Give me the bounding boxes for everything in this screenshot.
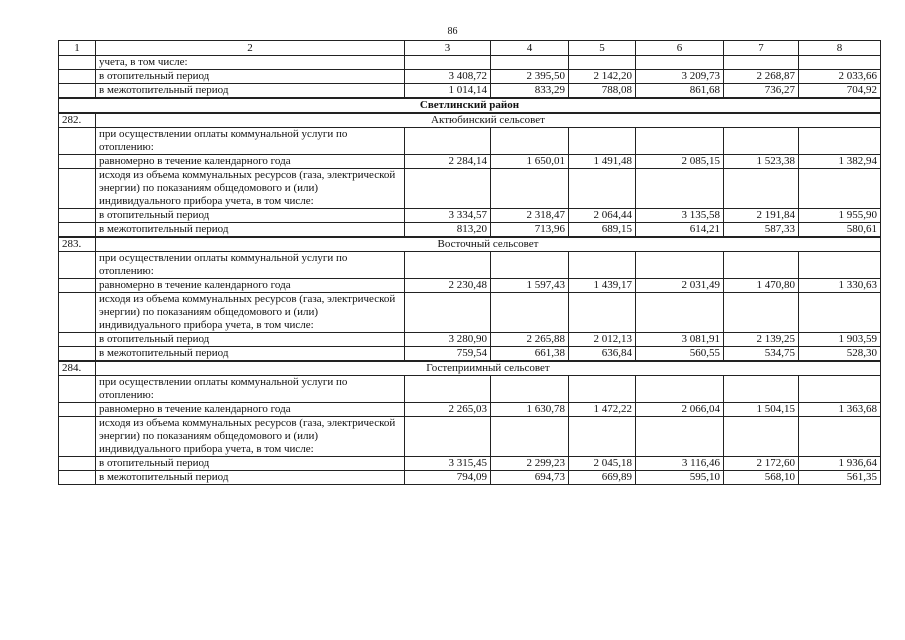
settlement-row: [59, 237, 881, 252]
value-cell: [636, 293, 724, 333]
index-cell: [59, 56, 96, 70]
value-cell: [405, 56, 491, 70]
header-cell: 5: [569, 41, 636, 56]
value-cell: [569, 376, 636, 403]
table-row: [59, 169, 881, 209]
value-cell: 788,08: [569, 84, 636, 99]
row-label: в межотопительный период: [96, 84, 405, 99]
value-cell: [569, 417, 636, 457]
value-cell: 759,54: [405, 347, 491, 362]
value-cell: 2 284,14: [405, 155, 491, 169]
value-cell: 1 650,01: [491, 155, 569, 169]
index-cell: [59, 333, 96, 347]
value-cell: 661,38: [491, 347, 569, 362]
table-row: [59, 347, 881, 362]
value-cell: [799, 376, 881, 403]
value-cell: [569, 252, 636, 279]
index-cell: [59, 376, 96, 403]
header-cell: 2: [96, 41, 405, 56]
value-cell: 794,09: [405, 471, 491, 485]
value-cell: 2 191,84: [724, 209, 799, 223]
value-cell: 3 280,90: [405, 333, 491, 347]
value-cell: 2 172,60: [724, 457, 799, 471]
table-body: [59, 41, 881, 485]
value-cell: 1 955,90: [799, 209, 881, 223]
value-cell: 2 139,25: [724, 333, 799, 347]
value-cell: 3 408,72: [405, 70, 491, 84]
value-cell: 560,55: [636, 347, 724, 362]
value-cell: 528,30: [799, 347, 881, 362]
header-cell: 6: [636, 41, 724, 56]
value-cell: 713,96: [491, 223, 569, 238]
value-cell: [724, 56, 799, 70]
table-row: [59, 293, 881, 333]
value-cell: [724, 376, 799, 403]
value-cell: 1 523,38: [724, 155, 799, 169]
table-row: [59, 457, 881, 471]
value-cell: [569, 56, 636, 70]
value-cell: [569, 128, 636, 155]
value-cell: 1 630,78: [491, 403, 569, 417]
table-row: [59, 128, 881, 155]
value-cell: 3 209,73: [636, 70, 724, 84]
value-cell: [405, 293, 491, 333]
table-row: [59, 403, 881, 417]
row-label: учета, в том числе:: [96, 56, 405, 70]
tariff-table: [58, 40, 881, 485]
index-cell: [59, 169, 96, 209]
value-cell: [405, 376, 491, 403]
index-cell: [59, 70, 96, 84]
row-label: в отопительный период: [96, 457, 405, 471]
value-cell: 2 268,87: [724, 70, 799, 84]
settlement-name: Актюбинский сельсовет: [96, 113, 881, 128]
value-cell: [491, 376, 569, 403]
value-cell: [724, 252, 799, 279]
row-label: в межотопительный период: [96, 223, 405, 238]
value-cell: [636, 376, 724, 403]
value-cell: 2 012,13: [569, 333, 636, 347]
index-cell: [59, 347, 96, 362]
row-label: равномерно в течение календарного года: [96, 155, 405, 169]
value-cell: 636,84: [569, 347, 636, 362]
value-cell: 813,20: [405, 223, 491, 238]
value-cell: 534,75: [724, 347, 799, 362]
settlement-name: Восточный сельсовет: [96, 237, 881, 252]
value-cell: 833,29: [491, 84, 569, 99]
row-label: при осуществлении оплаты коммунальной услуги по отоплению:: [96, 128, 405, 155]
value-cell: 3 315,45: [405, 457, 491, 471]
value-cell: [405, 417, 491, 457]
value-cell: 3 081,91: [636, 333, 724, 347]
value-cell: 2 265,03: [405, 403, 491, 417]
value-cell: [724, 169, 799, 209]
value-cell: [799, 252, 881, 279]
value-cell: [491, 417, 569, 457]
value-cell: [724, 293, 799, 333]
row-label: в отопительный период: [96, 209, 405, 223]
index-cell: [59, 223, 96, 238]
value-cell: [491, 293, 569, 333]
table-row: [59, 279, 881, 293]
value-cell: 2 045,18: [569, 457, 636, 471]
row-label: в межотопительный период: [96, 471, 405, 485]
index-cell: [59, 471, 96, 485]
page-number: 86: [447, 26, 458, 37]
value-cell: 3 334,57: [405, 209, 491, 223]
index-cell: [59, 403, 96, 417]
value-cell: 2 064,44: [569, 209, 636, 223]
value-cell: [799, 293, 881, 333]
value-cell: 2 395,50: [491, 70, 569, 84]
value-cell: 614,21: [636, 223, 724, 238]
table-row: [59, 84, 881, 99]
value-cell: 1 903,59: [799, 333, 881, 347]
settlement-index: 284.: [59, 361, 96, 376]
value-cell: [491, 252, 569, 279]
row-label: исходя из объема коммунальных ресурсов (газа, электрической энергии) по показаниям общедомового и (или) индивидуального прибора учета, в том числе:: [96, 169, 405, 209]
index-cell: [59, 252, 96, 279]
row-label: исходя из объема коммунальных ресурсов (газа, электрической энергии) по показаниям общедомового и (или) индивидуального прибора учета, в том числе:: [96, 293, 405, 333]
value-cell: [636, 128, 724, 155]
district-title: Светлинский район: [59, 98, 881, 113]
value-cell: [491, 128, 569, 155]
value-cell: 2 230,48: [405, 279, 491, 293]
value-cell: 1 382,94: [799, 155, 881, 169]
value-cell: 704,92: [799, 84, 881, 99]
value-cell: 568,10: [724, 471, 799, 485]
value-cell: 1 330,63: [799, 279, 881, 293]
header-cell: 3: [405, 41, 491, 56]
index-cell: [59, 293, 96, 333]
value-cell: [799, 169, 881, 209]
value-cell: 1 491,48: [569, 155, 636, 169]
value-cell: [569, 169, 636, 209]
value-cell: 2 033,66: [799, 70, 881, 84]
value-cell: 3 135,58: [636, 209, 724, 223]
value-cell: 2 066,04: [636, 403, 724, 417]
index-cell: [59, 209, 96, 223]
value-cell: [799, 417, 881, 457]
row-label: при осуществлении оплаты коммунальной услуги по отоплению:: [96, 252, 405, 279]
value-cell: 1 439,17: [569, 279, 636, 293]
value-cell: 2 085,15: [636, 155, 724, 169]
table-row: [59, 56, 881, 70]
value-cell: 1 597,43: [491, 279, 569, 293]
row-label: равномерно в течение календарного года: [96, 279, 405, 293]
index-cell: [59, 279, 96, 293]
row-label: в межотопительный период: [96, 347, 405, 362]
settlement-row: [59, 113, 881, 128]
value-cell: 689,15: [569, 223, 636, 238]
value-cell: 1 363,68: [799, 403, 881, 417]
settlement-name: Гостеприимный сельсовет: [96, 361, 881, 376]
value-cell: 669,89: [569, 471, 636, 485]
value-cell: 3 116,46: [636, 457, 724, 471]
index-cell: [59, 417, 96, 457]
value-cell: [799, 56, 881, 70]
value-cell: 1 014,14: [405, 84, 491, 99]
row-label: в отопительный период: [96, 333, 405, 347]
value-cell: 2 142,20: [569, 70, 636, 84]
value-cell: [405, 128, 491, 155]
value-cell: [636, 417, 724, 457]
row-label: в отопительный период: [96, 70, 405, 84]
value-cell: [636, 56, 724, 70]
index-cell: [59, 155, 96, 169]
header-cell: 1: [59, 41, 96, 56]
value-cell: 1 472,22: [569, 403, 636, 417]
table-row: [59, 223, 881, 238]
settlement-row: [59, 361, 881, 376]
table-row: [59, 155, 881, 169]
header-cell: 8: [799, 41, 881, 56]
value-cell: 595,10: [636, 471, 724, 485]
index-cell: [59, 128, 96, 155]
value-cell: 2 299,23: [491, 457, 569, 471]
value-cell: [569, 293, 636, 333]
row-label: равномерно в течение календарного года: [96, 403, 405, 417]
value-cell: 2 265,88: [491, 333, 569, 347]
value-cell: 2 031,49: [636, 279, 724, 293]
value-cell: 1 504,15: [724, 403, 799, 417]
value-cell: 694,73: [491, 471, 569, 485]
header-cell: 7: [724, 41, 799, 56]
row-label: при осуществлении оплаты коммунальной услуги по отоплению:: [96, 376, 405, 403]
settlement-index: 282.: [59, 113, 96, 128]
table-row: [59, 209, 881, 223]
value-cell: 2 318,47: [491, 209, 569, 223]
header-row: [59, 41, 881, 56]
table-row: [59, 417, 881, 457]
table-row: [59, 70, 881, 84]
value-cell: 1 936,64: [799, 457, 881, 471]
index-cell: [59, 84, 96, 99]
value-cell: 736,27: [724, 84, 799, 99]
value-cell: [724, 128, 799, 155]
value-cell: 561,35: [799, 471, 881, 485]
row-label: исходя из объема коммунальных ресурсов (газа, электрической энергии) по показаниям общедомового и (или) индивидуального прибора учета, в том числе:: [96, 417, 405, 457]
value-cell: [491, 56, 569, 70]
value-cell: [636, 169, 724, 209]
value-cell: [405, 169, 491, 209]
value-cell: 1 470,80: [724, 279, 799, 293]
header-cell: 4: [491, 41, 569, 56]
settlement-index: 283.: [59, 237, 96, 252]
value-cell: 587,33: [724, 223, 799, 238]
value-cell: [799, 128, 881, 155]
table-row: [59, 333, 881, 347]
table-row: [59, 252, 881, 279]
table-row: [59, 376, 881, 403]
index-cell: [59, 457, 96, 471]
table-row: [59, 471, 881, 485]
value-cell: [405, 252, 491, 279]
district-row: [59, 98, 881, 113]
value-cell: [636, 252, 724, 279]
value-cell: [724, 417, 799, 457]
value-cell: 861,68: [636, 84, 724, 99]
value-cell: [491, 169, 569, 209]
value-cell: 580,61: [799, 223, 881, 238]
